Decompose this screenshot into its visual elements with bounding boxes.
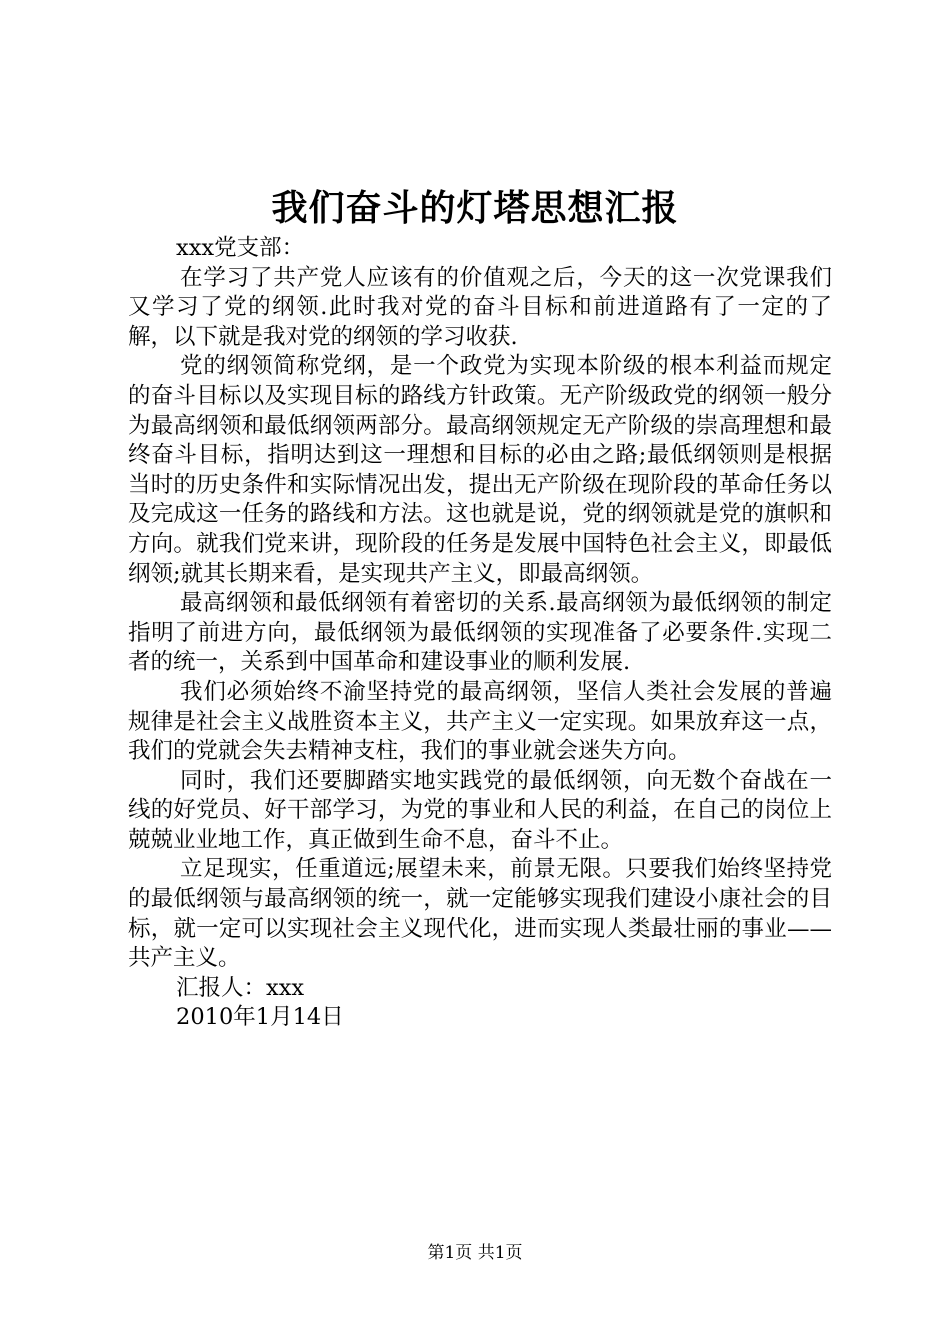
- reporter-signature: 汇报人：xxx: [176, 974, 305, 1001]
- paragraph: 同时，我们还要脚踏实地实践党的最低纲领，向无数个奋战在一线的好党员、好干部学习，为党的事业和人民的利益，在自己的岗位上兢兢业业地工作，真正做到生命不息，奋斗不止。: [128, 767, 832, 853]
- paragraph: 最高纲领和最低纲领有着密切的关系.最高纲领为最低纲领的制定指明了前进方向，最低纲领为最低纲领的实现准备了必要条件.实现二者的统一，关系到中国革命和建设事业的顺利发展.: [128, 590, 832, 676]
- page-number-footer: 第1页 共1页: [427, 1243, 523, 1263]
- report-date: 2010年1月14日: [176, 1004, 344, 1031]
- paragraph: 立足现实，任重道远;展望未来，前景无限。只要我们始终坚持党的最低纲领与最高纲领的统一，就一定能够实现我们建设小康社会的目标，就一定可以实现社会主义现代化，进而实现人类最壮丽的事业——共产主义。: [128, 856, 832, 972]
- document-title: 我们奋斗的灯塔思想汇报: [271, 187, 679, 229]
- document-body: [128, 234, 832, 1033]
- salutation: xxx党支部：: [176, 235, 305, 261]
- paragraph: 在学习了共产党人应该有的价值观之后，今天的这一次党课我们又学习了党的纲领.此时我对党的奋斗目标和前进道路有了一定的了解，以下就是我对党的纲领的学习收获.: [128, 264, 832, 350]
- paragraph: 党的纲领简称党纲，是一个政党为实现本阶级的根本利益而规定的奋斗目标以及实现目标的路线方针政策。无产阶级政党的纲领一般分为最高纲领和最低纲领两部分。最高纲领规定无产阶级的崇高理想和最终奋斗目标，指明达到这一理想和目标的必由之路;最低纲领则是根据当时的历史条件和实际情况出发，提出无产阶级在现阶段的革命任务以及完成这一任务的路线和方法。这也就是说，党的纲领就是党的旗帜和方向。就我们党来讲，现阶段的任务是发展中国特色社会主义，即最低纲领;就其长期来看，是实现共产主义，即最高纲领。: [128, 353, 832, 587]
- paragraph: 我们必须始终不渝坚持党的最高纲领，坚信人类社会发展的普遍规律是社会主义战胜资本主义，共产主义一定实现。如果放弃这一点，我们的党就会失去精神支柱，我们的事业就会迷失方向。: [128, 678, 832, 765]
